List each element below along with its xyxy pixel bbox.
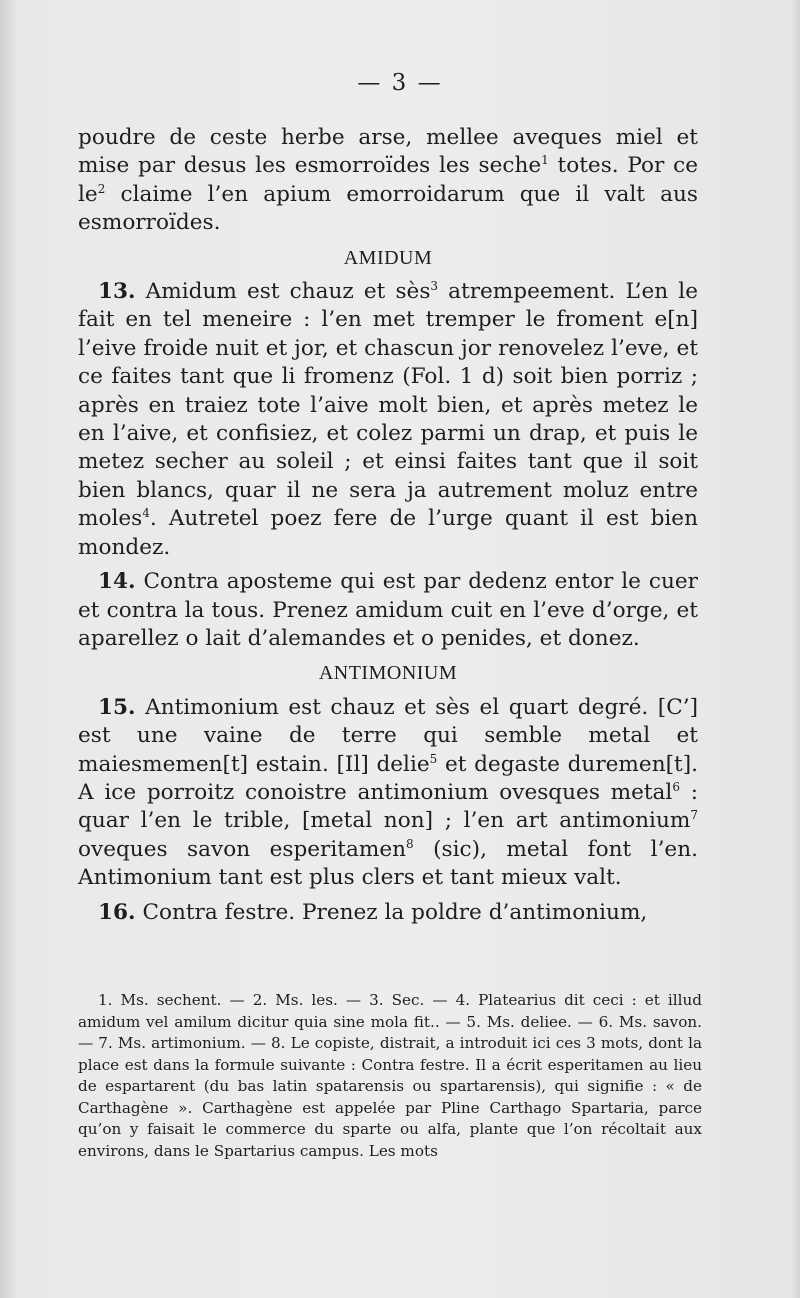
paragraph-15	[78, 694, 698, 893]
paragraph-text: oveques savon esperitamen	[78, 836, 407, 862]
footnote-ref: 5	[429, 751, 438, 766]
footnote-ref: 7	[690, 808, 698, 823]
footnotes	[78, 990, 702, 1162]
footnote-ref: 1	[541, 153, 549, 168]
paragraph-text: Amidum est chauz et sès	[135, 279, 431, 305]
paragraph-number: 16.	[98, 899, 136, 925]
paragraph-16	[78, 899, 698, 927]
footnote-block: 1. Ms. sechent. — 2. Ms. les. — 3. Sec. — 4. Platearius dit ceci : et illud amidum vel amilum dicitur quia sine mola fit.. — 5. Ms. deliee. — 6. Ms. savon.— 7. Ms. artimonium. — 8. Le copiste, distrait, a introduit ici ces 3 mots, dont la place est dans la formule suivante : Contra festre. Il a écrit esperitamen au lieu de espartarent (du bas latin spatarensis ou spartarensis), qui signifie : « de Carthagène ». Carthagène est appelée par Pline Carthago Spartaria, parce qu’on y faisait le commerce du sparte ou alfa, plante que l’on récoltait aux environs, dans le Spartarius campus. Les mots	[78, 991, 702, 1160]
intro-text: poudre de ceste herbe arse, mellee aveques miel et mise par desus les esmorroïdes les seche	[78, 125, 698, 179]
paragraph-text: atrempeement. L’en le fait en tel meneire : l’en met tremper le froment e[n] l’eive froide nuit et jor, et chascun jor renovelez l’eve, et ce faites tant que li fromenz (Fol. 1 d) soit bien porriz ; après en traiez tote l’aive molt bien, et après metez le en l’aive, et confisiez, et colez parmi un drap, et puis le metez secher au soleil ; et einsi faites tant que il soit bien blancs, quar il ne sera ja autrement moluz entre moles	[78, 279, 698, 532]
paragraph-13	[78, 278, 698, 562]
paragraph-text: Contra aposteme qui est par dedenz entor le cuer et contra la tous. Prenez amidum cuit en l’eve d’orge, et aparellez o lait d’alemandes et o penides, et donez.	[78, 569, 698, 651]
section-heading-amidum: AMIDUM	[343, 246, 433, 269]
main-text	[78, 124, 698, 927]
intro-paragraph	[78, 124, 698, 238]
intro-text: claime l’en apium emorroidarum que il valt aus esmorroïdes.	[78, 181, 698, 236]
paragraph-number: 14.	[98, 569, 136, 595]
paragraph-text: Contra festre. Prenez la poldre d’antimonium,	[135, 899, 648, 925]
paragraph-text: (sic), metal font l’en. Antimonium tant est plus clers et tant mieux valt.	[78, 836, 698, 891]
page-number: — 3 —	[357, 70, 443, 96]
paragraph-text: : quar l’en le trible, [metal non] ; l’en art antimonium	[78, 779, 698, 834]
paragraph-number: 13.	[98, 279, 136, 305]
section-heading-antimonium: ANTIMONIUM	[318, 662, 458, 685]
paragraph-text: et degaste duremen[t]. A ice porroitz conoistre antimonium ovesques metal	[78, 751, 698, 805]
paragraph-text: . Autretel poez fere de l’urge quant il est bien mondez.	[78, 506, 698, 560]
paragraph-text: Antimonium est chauz et sès el quart degré. [C’] est une vaine de terre qui semble metal et maiesmemen[t] estain. [Il] delie	[78, 694, 698, 777]
footnote-ref: 2	[97, 181, 106, 196]
paragraph-number: 15.	[98, 694, 136, 720]
paragraph-14	[78, 568, 698, 653]
footnote-ref: 4	[142, 506, 150, 521]
footnote-ref: 6	[672, 779, 680, 794]
intro-text: totes. Por ce le	[78, 153, 698, 207]
footnote-ref: 3	[430, 278, 439, 293]
footnote-ref: 8	[406, 836, 414, 851]
